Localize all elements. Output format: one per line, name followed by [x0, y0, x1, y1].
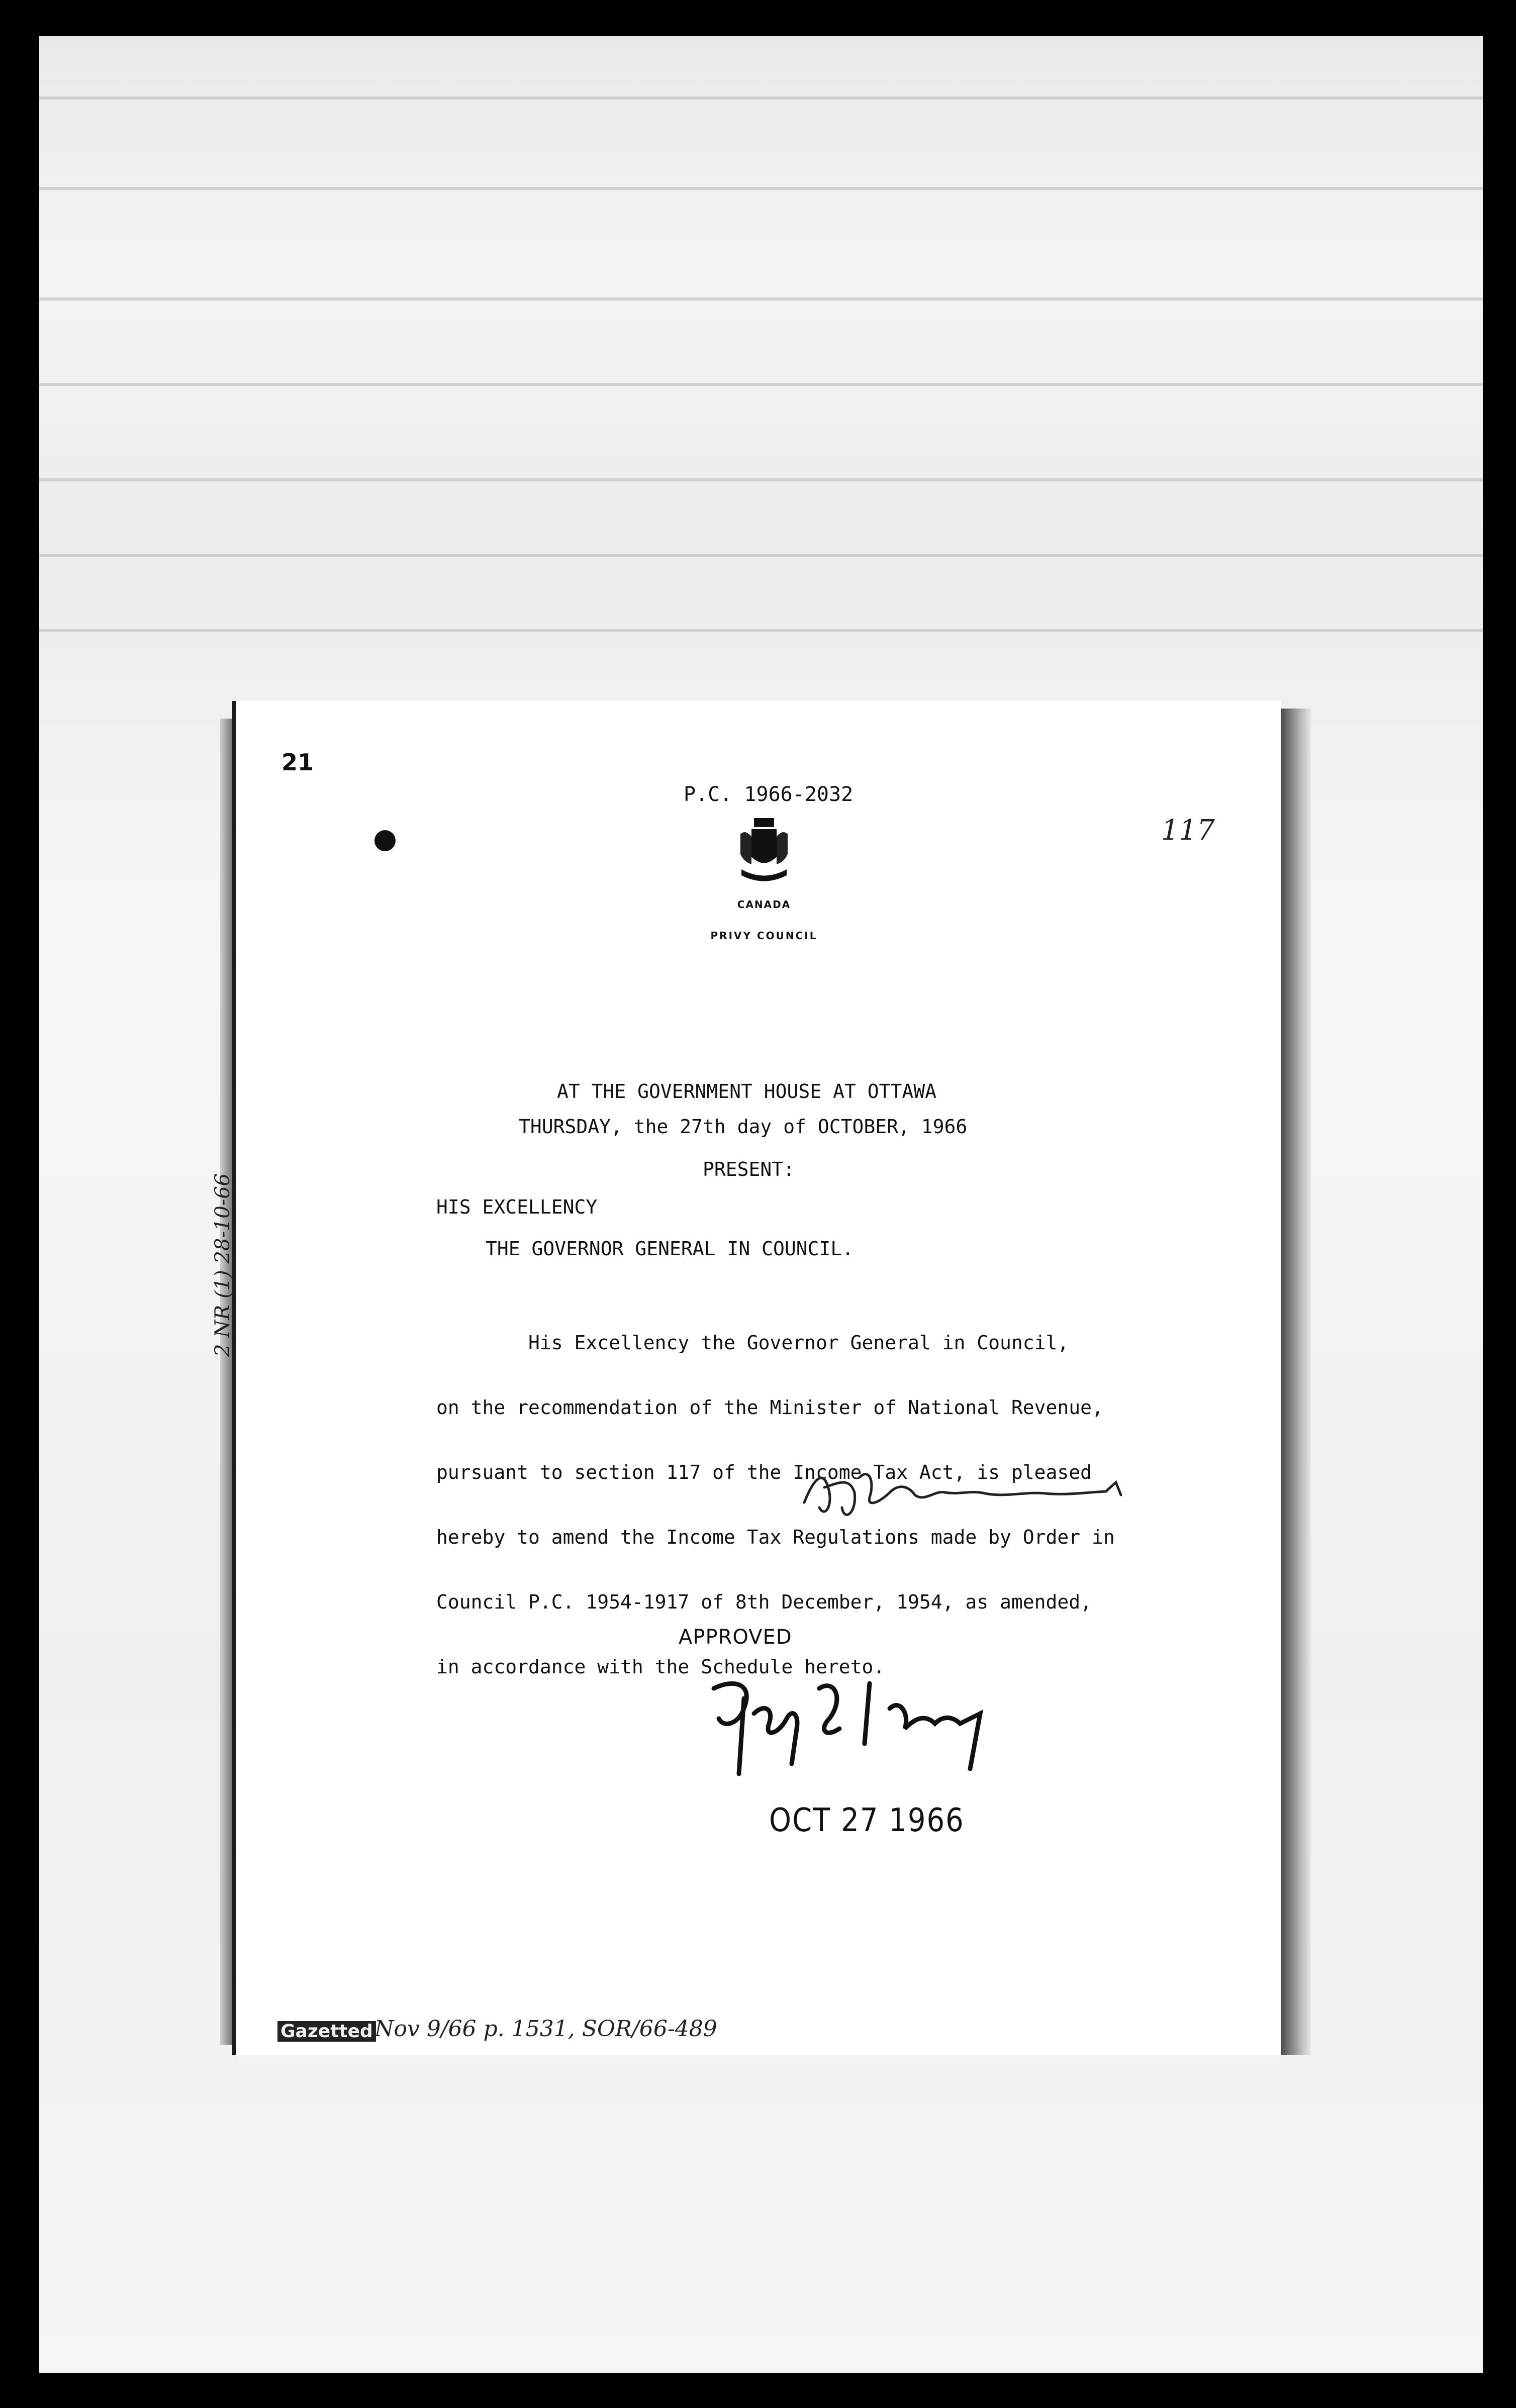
page-edge-shadow-right	[1281, 709, 1311, 2055]
approved-date-stamp: OCT 27 1966	[769, 1801, 965, 1839]
gazetted-label: Gazetted	[277, 2021, 376, 2042]
approved-label: APPROVED	[679, 1626, 792, 1649]
privy-council-label: PRIVY COUNCIL	[710, 930, 818, 942]
corner-mark: 21	[281, 749, 314, 776]
body-line: His Excellency the Governor General in Council,	[436, 1332, 1069, 1354]
page-number-mark: 117	[1161, 814, 1215, 847]
crest-label: CANADA	[737, 898, 791, 911]
punch-hole	[374, 830, 396, 851]
body-line: Council P.C. 1954-1917 of 8th December, 1954, as amended,	[436, 1591, 1092, 1613]
governor-general-signature	[699, 1668, 1010, 1784]
margin-note: 2 NR (1) 28-10-66	[211, 1173, 234, 1357]
location-line: AT THE GOVERNMENT HOUSE AT OTTAWA	[557, 1080, 936, 1102]
body-line: hereby to amend the Income Tax Regulations made by Order in	[436, 1526, 1115, 1548]
his-excellency-line: HIS EXCELLENCY	[436, 1196, 598, 1218]
body-line: pursuant to section 117 of the Income Tax Act, is pleased	[436, 1461, 1092, 1483]
coat-of-arms-icon	[736, 814, 792, 889]
present-label: PRESENT:	[703, 1158, 795, 1180]
clerk-signature	[794, 1447, 1146, 1528]
governor-general-line: THE GOVERNOR GENERAL IN COUNCIL.	[486, 1238, 854, 1260]
date-line: THURSDAY, the 27th day of OCTOBER, 1966	[519, 1116, 968, 1138]
body-line: on the recommendation of the Minister of National Revenue,	[436, 1396, 1103, 1419]
order-number: P.C. 1966-2032	[684, 783, 854, 806]
gazetted-note: Nov 9/66 p. 1531, SOR/66-489	[374, 2016, 717, 2042]
body-line: in accordance with the Schedule hereto.	[436, 1656, 885, 1678]
